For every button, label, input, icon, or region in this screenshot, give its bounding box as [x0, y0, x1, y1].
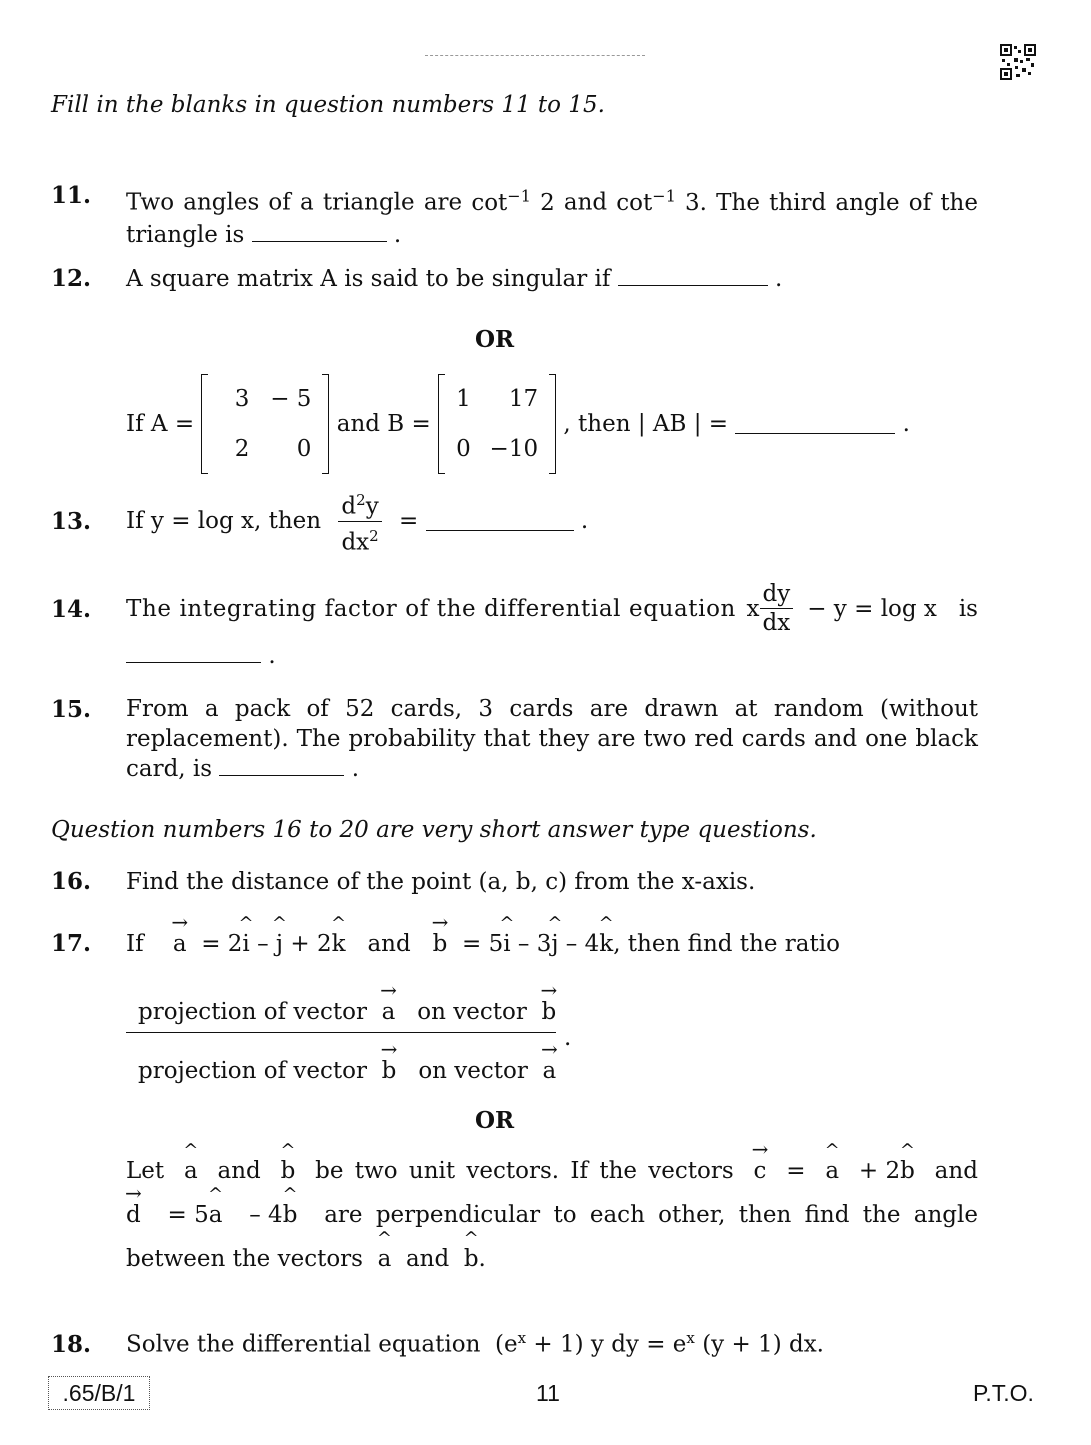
vector-arrow-icon: →: [380, 978, 397, 1002]
q17-ratio-num-b: on vector: [417, 999, 527, 1025]
question-17-line-1: [126, 910, 840, 960]
vector-arrow-icon: →: [540, 978, 558, 1002]
vector-arrow-icon: →: [431, 910, 449, 934]
vector-a-letter: a: [172, 931, 187, 957]
q11-and: and: [563, 189, 608, 216]
q11-cot1-label: cot: [471, 189, 508, 216]
question-15: [126, 694, 978, 784]
q18-text-b: + 1) y dy = e: [526, 1331, 687, 1358]
q17-l3-text: between the vectors: [126, 1246, 363, 1272]
q14-frac-num: dy: [760, 580, 794, 609]
q11-cot2-exp: −1: [652, 186, 676, 205]
q14-frac-den: dx: [762, 610, 791, 636]
unit-k-letter: k: [331, 931, 346, 957]
hat-icon: ^: [238, 913, 254, 934]
unit-vector-b: [282, 1184, 298, 1231]
q17-if: If: [126, 931, 144, 957]
vector-arrow-icon: →: [124, 1181, 142, 1205]
hat-icon: ^: [899, 1140, 916, 1161]
matrix-b-cell: 0: [456, 436, 471, 462]
vector-arrow-icon: →: [171, 910, 189, 934]
q17-l1-and2: and: [934, 1158, 978, 1184]
vector-b-letter: b: [900, 1158, 915, 1184]
q13-y: y: [365, 493, 379, 520]
hat-icon: ^: [547, 913, 563, 934]
hat-icon: ^: [271, 913, 288, 934]
unit-vector-b: [899, 1140, 916, 1187]
unit-vector-a: [376, 1228, 392, 1275]
vector-a-letter: a: [825, 1158, 840, 1184]
vector-a: [380, 978, 397, 1028]
question-number-12: 12.: [51, 265, 92, 292]
header-rule: [425, 55, 645, 56]
q12-text: A square matrix A is said to be singular if: [126, 266, 611, 292]
vector-a-letter: a: [183, 1158, 198, 1184]
unit-k-letter: k: [599, 931, 614, 957]
unit-j: [547, 913, 563, 960]
q14-text: The integrating factor of the differential equation: [126, 595, 736, 622]
q13-text: If y = log x, then: [126, 508, 322, 535]
q17-ratio-den-b: on vector: [418, 1058, 528, 1084]
q12-if-a: If A =: [126, 411, 195, 437]
question-13: [126, 486, 588, 556]
q17-plus2: + 2: [283, 931, 332, 957]
answer-blank: [219, 757, 344, 776]
hat-icon: ^: [824, 1140, 840, 1161]
vector-d: [124, 1181, 142, 1231]
question-11: [126, 180, 978, 251]
q17-l2-minus-group: [249, 1184, 298, 1231]
q17-ratio-den-a: projection of vector: [138, 1058, 368, 1084]
q11-cot-1: [471, 186, 564, 216]
q12-then: , then | AB | =: [563, 411, 729, 437]
vector-b: [540, 978, 558, 1028]
answer-blank: [252, 223, 387, 242]
qr-code-icon: [1000, 44, 1036, 80]
q11-line-2: [126, 219, 978, 251]
q15-line-3: [126, 754, 978, 784]
or-label: OR: [475, 326, 515, 353]
q17-alt-line-3: [126, 1228, 486, 1275]
unit-j: [271, 913, 288, 960]
q13-frac-num: [338, 486, 381, 522]
q17-l1-plus: + 2: [858, 1158, 901, 1184]
answer-blank: [126, 644, 261, 663]
unit-vector-a: [208, 1184, 224, 1231]
answer-blank: [426, 512, 574, 531]
question-14: [126, 580, 978, 669]
unit-k: [331, 913, 347, 960]
unit-i: [238, 913, 254, 960]
vector-b-letter: b: [463, 1246, 479, 1272]
q11-text-b: triangle is: [126, 221, 245, 248]
question-number-17: 17.: [51, 930, 92, 957]
matrix-a-cell: 2: [234, 436, 250, 462]
vector-arrow-icon: →: [751, 1137, 769, 1161]
hat-icon: ^: [463, 1228, 479, 1249]
vector-b-letter: b: [432, 931, 448, 957]
unit-j-letter: j: [551, 931, 559, 957]
q12-and-b: and B =: [336, 411, 431, 437]
q11-cot2-arg: 3. The third angle of the: [685, 189, 978, 216]
q13-second-derivative: [338, 486, 381, 556]
hat-icon: ^: [282, 1184, 298, 1205]
unit-k: [598, 913, 614, 960]
vector-a-letter: a: [542, 1058, 557, 1084]
question-number-15: 15.: [51, 696, 92, 723]
q13-num-exp: 2: [356, 491, 366, 509]
question-number-18: 18.: [51, 1331, 92, 1358]
matrix-b: [438, 374, 556, 474]
q17-alt-line-2: [124, 1181, 978, 1231]
q15-line-2: replacement). The probability that they are two red cards and one black: [126, 726, 978, 752]
answer-blank: [618, 267, 768, 286]
q18-text-c: (y + 1) dx.: [694, 1331, 824, 1358]
q15-end: .: [351, 756, 360, 782]
q17-eq1: = 2: [201, 931, 243, 957]
matrix-b-cell: 17: [508, 386, 539, 412]
unit-i: [499, 913, 515, 960]
q17-alt-line-1: [126, 1137, 978, 1187]
instruction-fill-blanks: Fill in the blanks in question numbers 11 to 15.: [51, 92, 605, 118]
vector-a: [171, 910, 189, 960]
vector-c-letter: c: [753, 1158, 767, 1184]
hat-icon: ^: [598, 913, 614, 934]
q17-l2-eq-group: [167, 1184, 224, 1231]
unit-j-letter: j: [275, 931, 284, 957]
vector-d-letter: d: [126, 1202, 141, 1228]
vector-b-letter: b: [381, 1058, 397, 1084]
q14-rest: − y = log x is: [807, 595, 978, 622]
hat-icon: ^: [280, 1140, 296, 1161]
q17-ratio-line: [126, 1032, 556, 1033]
q13-frac-den: [338, 522, 381, 557]
q12-alt: [126, 374, 910, 474]
hat-icon: ^: [183, 1140, 199, 1161]
q14-line-2: [126, 643, 978, 669]
matrix-a: [201, 374, 329, 474]
vector-a-letter: a: [381, 999, 396, 1025]
q17-l3-and: and: [405, 1246, 450, 1272]
question-number-16: 16.: [51, 868, 92, 895]
vector-a-letter: a: [208, 1202, 223, 1228]
vector-c: [751, 1137, 769, 1187]
q12-end-2: .: [902, 411, 910, 437]
q17-tail: , then find the ratio: [613, 931, 840, 957]
q18-text-a: Solve the differential equation (e: [126, 1331, 518, 1358]
q17-l3-end: .: [478, 1246, 486, 1272]
vector-b-letter: b: [280, 1158, 296, 1184]
q17-l1-rest: be two unit vectors. If the vectors: [315, 1158, 734, 1184]
q14-end: .: [268, 643, 276, 669]
q18-exp-2: x: [686, 1329, 695, 1347]
q13-den-exp: 2: [369, 526, 379, 545]
question-number-11: 11.: [51, 182, 92, 209]
q17-ratio-end: .: [564, 1025, 572, 1051]
vector-arrow-icon: →: [380, 1037, 398, 1061]
q17-ratio-numerator: [126, 978, 568, 1028]
vector-b: [431, 910, 449, 960]
question-number-13: 13.: [51, 508, 92, 535]
q17-let: Let: [126, 1158, 165, 1184]
q11-cot1-exp: −1: [507, 186, 531, 205]
q14-equation: [747, 580, 978, 637]
question-18: [126, 1329, 824, 1358]
q17-l2-eq: = 5: [167, 1202, 209, 1228]
page-number: 11: [536, 1380, 560, 1406]
q17-l1-eq: =: [786, 1158, 806, 1184]
q17-ratio-denominator: [126, 1037, 568, 1087]
vector-b-letter: b: [541, 999, 557, 1025]
or-label: OR: [475, 1107, 515, 1134]
vector-arrow-icon: →: [540, 1037, 558, 1061]
matrix-b-cell: 1: [456, 386, 471, 412]
answer-blank: [735, 415, 895, 434]
question-12: [126, 263, 978, 295]
q17-eq2: = 5: [462, 931, 504, 957]
q17-minus: –: [249, 931, 276, 957]
q17-l1-plus-group: [858, 1140, 916, 1187]
q11-end: .: [393, 221, 402, 248]
vector-b-letter: b: [282, 1202, 298, 1228]
q13-d: d: [341, 493, 357, 520]
vector-b: [380, 1037, 398, 1087]
hat-icon: ^: [208, 1184, 224, 1205]
vector-a-letter: a: [377, 1246, 392, 1272]
unit-vector-a: [824, 1140, 840, 1187]
paper-code: .65/B/1: [48, 1376, 150, 1410]
q14-line-1: [126, 580, 978, 637]
q14-x: x: [746, 595, 760, 622]
q13-dx: dx: [341, 529, 370, 556]
q15-text-c: card, is: [126, 756, 213, 782]
q11-cot1-arg: 2: [540, 189, 555, 216]
vector-a: [540, 1037, 558, 1087]
q17-l2-minus: – 4: [249, 1202, 283, 1228]
q17-l1-and: and: [217, 1158, 261, 1184]
q13-eq: =: [399, 508, 419, 535]
q17-minus4: – 4: [558, 931, 600, 957]
matrix-a-cell: 0: [296, 436, 312, 462]
unit-vector-a: [183, 1140, 199, 1187]
q13-end: .: [580, 508, 589, 535]
q17-l2-rest: are perpendicular to each other, then find the angle: [324, 1202, 978, 1228]
q11-line-1: [126, 180, 978, 219]
hat-icon: ^: [499, 913, 515, 934]
pto-label: P.T.O.: [973, 1380, 1034, 1406]
hat-icon: ^: [376, 1228, 392, 1249]
q17-ratio-num-a: projection of vector: [138, 999, 368, 1025]
q12-end: .: [775, 266, 783, 292]
q11-text-a: Two angles of a triangle are: [126, 189, 463, 216]
q18-exp-1: x: [517, 1329, 527, 1347]
q15-line-1: From a pack of 52 cards, 3 cards are drawn at random (without: [126, 696, 978, 722]
matrix-b-cell: −10: [489, 436, 539, 462]
q11-cot-2: [616, 186, 978, 216]
question-number-14: 14.: [51, 596, 92, 623]
unit-i-letter: i: [503, 931, 511, 957]
unit-vector-b: [463, 1228, 479, 1275]
instruction-very-short: Question numbers 16 to 20 are very short answer type questions.: [51, 817, 817, 843]
q17-and: and: [367, 931, 411, 957]
matrix-a-cell: 3: [234, 386, 250, 412]
q17-ratio: [126, 978, 568, 1087]
question-16: Find the distance of the point (a, b, c) from the x-axis.: [126, 869, 756, 895]
q14-dydx: [760, 580, 794, 637]
matrix-a-cell: − 5: [270, 386, 312, 412]
q17-minus3: – 3: [510, 931, 552, 957]
unit-i-letter: i: [242, 931, 250, 957]
q11-cot2-label: cot: [616, 189, 653, 216]
hat-icon: ^: [331, 913, 347, 934]
